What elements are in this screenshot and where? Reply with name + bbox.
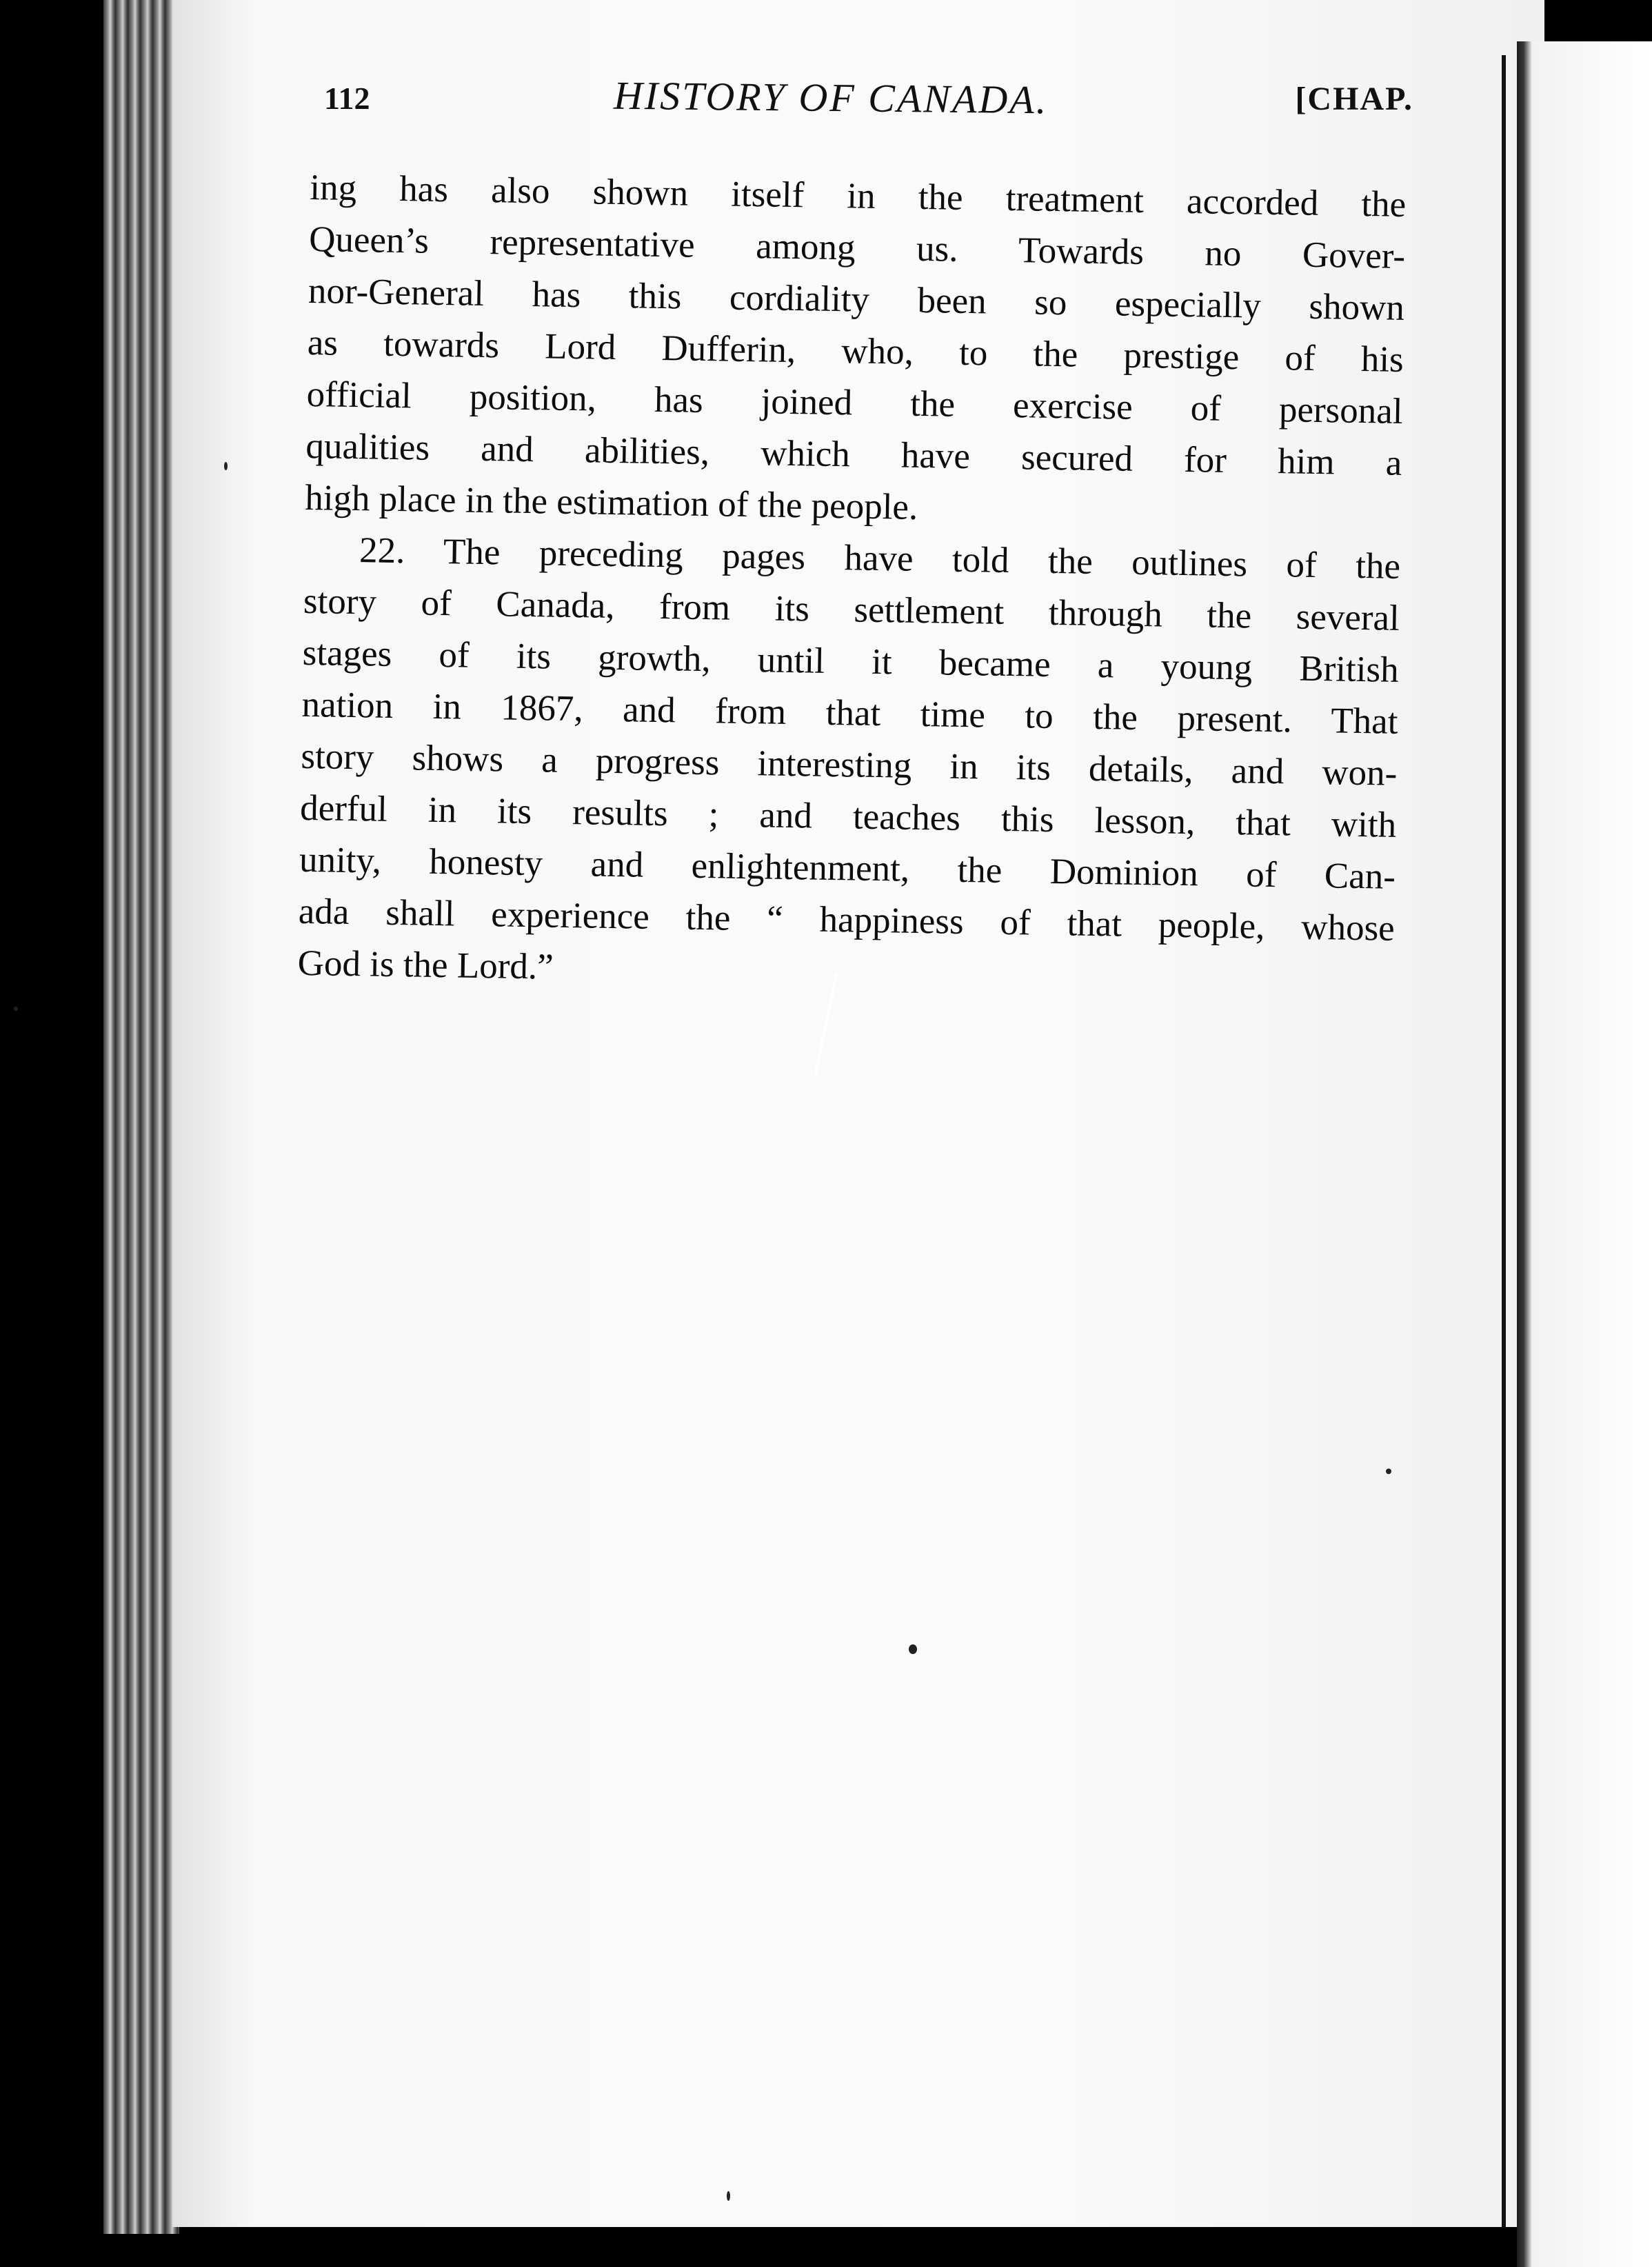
text-line: God is the Lord.” [297, 943, 554, 987]
text-line: nor-General has this cordiality been so especially shown [308, 270, 1405, 328]
text-line: nation in 1867, and from that time to the present. That [301, 684, 1398, 742]
page-edges [103, 0, 179, 2234]
text-line: 22. The preceding pages have told the outlines of the [359, 530, 1401, 587]
ink-speck [14, 1007, 18, 1011]
paragraph-continued [305, 162, 1407, 541]
text-line: story shows a progress interesting in its details, and won- [301, 736, 1398, 794]
text-line: high place in the estimation of the people. [304, 477, 918, 527]
running-head [324, 74, 1413, 130]
running-title: HISTORY OF CANADA. [613, 72, 1049, 123]
text-line: unity, honesty and enlightenment, the Dominion of Can- [299, 839, 1396, 897]
text-line: official position, has joined the exercise of personal [306, 374, 1403, 432]
text-line: Queen’s representative among us. Towards no Gover- [308, 219, 1406, 276]
facing-page-edge [1517, 41, 1652, 2267]
ink-speck [727, 2191, 730, 2201]
body-text [297, 162, 1407, 1007]
text-line: derful in its results ; and teaches this lesson, that with [299, 787, 1397, 845]
ink-speck [909, 1644, 917, 1654]
text-line: stages of its growth, until it became a young British [302, 632, 1400, 690]
paragraph-22 [297, 524, 1400, 1007]
text-line: story of Canada, from its settlement through the several [303, 581, 1400, 638]
text-line: qualities and abilities, which have secured for him a [305, 425, 1402, 483]
ink-speck [224, 462, 228, 470]
text-line: ada shall experience the “ happiness of that people, whose [298, 891, 1396, 949]
text-line: as towards Lord Dufferin, who, to the prestige of his [307, 322, 1404, 380]
text-line: ing has also shown itself in the treatment accorded the [309, 167, 1407, 225]
gutter-shadow [1502, 55, 1506, 2227]
ink-speck [1386, 1469, 1391, 1474]
page-number: 112 [324, 81, 370, 116]
chapter-marker: [CHAP. [1295, 81, 1413, 117]
